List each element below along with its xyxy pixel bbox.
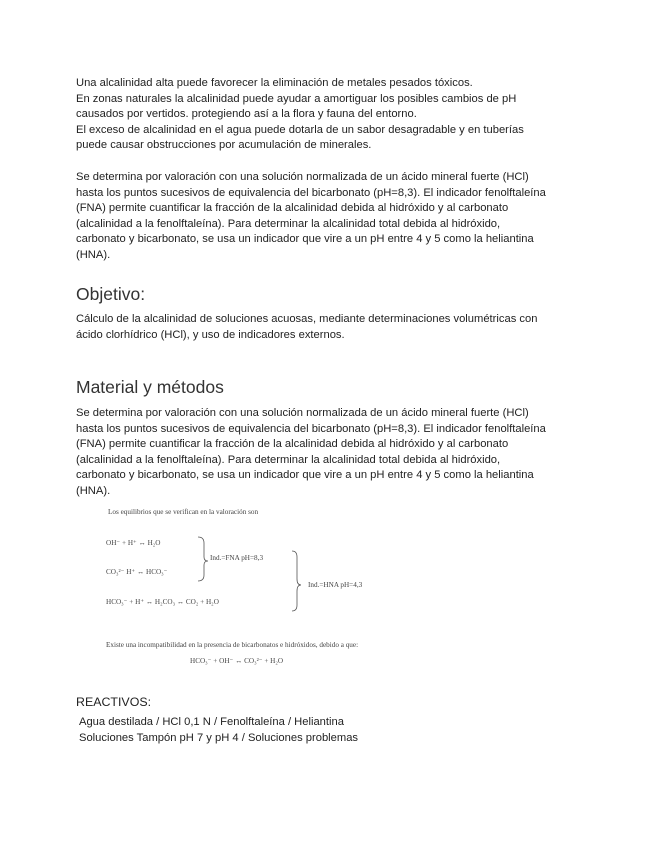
- figure-caption: Los equilibrios que se verifican en la valoración son: [108, 508, 259, 516]
- material-line: carbonato y bicarbonato, se usa un indicador que vire a un pH entre 4 y 5 como la heliantina: [76, 469, 534, 482]
- method-line: (HNA).: [76, 248, 111, 261]
- method-line: (alcalinidad a la fenolftaleína). Para determinar la alcalinidad total debida al hidróxido,: [76, 217, 501, 230]
- equation-3: HCO₃⁻ + H⁺ ↔ H₂CO₃ ↔ CO₂ + H₂O: [106, 598, 219, 606]
- material-line: Se determina por valoración con una solución normalizada de un ácido mineral fuerte (HCl): [76, 407, 529, 419]
- objetivo-paragraph: [76, 312, 576, 343]
- intro-line: En zonas naturales la alcalinidad puede ayudar a amortiguar los posibles cambios de pH: [76, 92, 517, 105]
- equation-1: OH⁻ + H⁺ ↔ H₂O: [106, 539, 161, 547]
- method-line: carbonato y bicarbonato, se usa un indicador que vire a un pH entre 4 y 5 como la heliantina: [76, 233, 534, 246]
- figure-note: Existe una incompatibilidad en la presencia de bicarbonatos e hidróxidos, debido a que:: [106, 641, 359, 649]
- method-line: hasta los puntos sucesivos de equivalencia del bicarbonato (pH=8,3). El indicador fenolftaleína: [76, 186, 546, 199]
- reactivos-line: Soluciones Tampón pH 7 y pH 4 / Soluciones problemas: [79, 732, 359, 744]
- intro-line: Una alcalinidad alta puede favorecer la eliminación de metales pesados tóxicos.: [76, 77, 473, 89]
- material-line: (alcalinidad a la fenolftaleína). Para determinar la alcalinidad total debida al hidróxido,: [76, 453, 501, 466]
- brace-label-fna: Ind.=FNA pH=8,3: [210, 554, 264, 562]
- equilibria-figure: [104, 503, 404, 675]
- intro-paragraph: [76, 76, 576, 154]
- material-line: (FNA) permite cuantificar la fracción de la alcalinidad debida al hidróxido y al carbonato: [76, 438, 509, 451]
- reactivos-title: REACTIVOS:: [76, 695, 152, 709]
- brace-label-hna: Ind.=HNA pH=4,3: [308, 581, 363, 589]
- material-line: hasta los puntos sucesivos de equivalencia del bicarbonato (pH=8,3). El indicador fenolftaleína: [76, 422, 546, 435]
- material-paragraph: [76, 406, 576, 500]
- method-line: Se determina por valoración con una solución normalizada de un ácido mineral fuerte (HCl): [76, 171, 529, 183]
- equation-2: CO₃²⁻ H⁺ ↔ HCO₃⁻: [106, 568, 168, 576]
- method-line: (FNA) permite cuantificar la fracción de la alcalinidad debida al hidróxido y al carbonato: [76, 202, 509, 215]
- objetivo-line: Cálculo de la alcalinidad de soluciones acuosas, mediante determinaciones volumétricas con: [76, 313, 538, 325]
- material-line: (HNA).: [76, 484, 111, 497]
- intro-line: puede causar obstrucciones por acumulación de minerales.: [76, 139, 372, 152]
- objetivo-line: ácido clorhídrico (HCl), y uso de indicadores externos.: [76, 328, 345, 341]
- intro-line: causados por vertidos. protegiendo así a la flora y fauna del entorno.: [76, 108, 417, 121]
- intro-line: El exceso de alcalinidad en el agua puede dotarla de un sabor desagradable y en tuberías: [76, 123, 524, 136]
- reactivos-line: Agua destilada / HCl 0,1 N / Fenolftaleína / Heliantina: [79, 716, 344, 728]
- objetivo-heading: Objetivo:: [76, 284, 146, 304]
- figure-braces: [104, 503, 404, 675]
- reactivos-list: [79, 714, 358, 746]
- material-heading: Material y métodos: [76, 377, 224, 397]
- method-paragraph: [76, 170, 576, 264]
- figure-note-equation: HCO₃⁻ + OH⁻ ↔ CO₃²⁻ + H₂O: [190, 657, 284, 665]
